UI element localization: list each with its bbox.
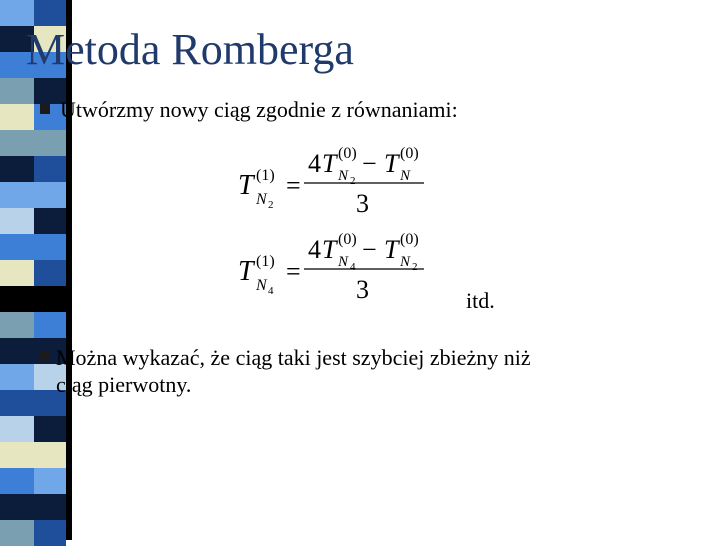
eq2-t1-sup: (0) <box>338 231 357 248</box>
eq2-t1-sub: N <box>338 254 349 270</box>
bullet-text-2-line-2: ciąg pierwotny. <box>56 372 192 397</box>
itd-text: itd. <box>466 288 495 313</box>
slide-title: Metoda Romberga <box>26 25 354 74</box>
bullet-text-1: Utwórzmy nowy ciąg zgodnie z równaniami: <box>60 97 458 122</box>
eq1-coef: 4 <box>308 149 321 178</box>
eq1-lhs-sub: N <box>256 191 267 208</box>
decorative-stripe <box>0 0 72 540</box>
equation-1 <box>234 142 454 222</box>
eq1-t1-subsub: 2 <box>350 175 356 187</box>
eq1-lhs-sup: (1) <box>256 167 275 184</box>
eq1-t1-sup: (0) <box>338 145 357 162</box>
eq1-lhs-subsub: 2 <box>268 199 274 211</box>
eq1-lhs-var: T <box>238 170 254 201</box>
eq1-t2-sub: N <box>400 168 411 184</box>
eq2-lhs-sup: (1) <box>256 253 275 270</box>
eq1-denominator: 3 <box>356 189 369 218</box>
eq1-t1-sub: N <box>338 168 349 184</box>
bullet-marker <box>40 104 50 114</box>
eq2-lhs-sub: N <box>256 277 267 294</box>
eq2-t1-subsub: 4 <box>350 261 356 273</box>
eq2-denominator: 3 <box>356 275 369 304</box>
equation-2 <box>234 228 454 308</box>
eq1-t1: T <box>322 149 337 178</box>
eq1-t2-sup: (0) <box>400 145 419 162</box>
eq2-t2-subsub: 2 <box>412 261 418 273</box>
eq1-equals: = <box>286 171 301 200</box>
eq2-coef: 4 <box>308 235 321 264</box>
eq1-minus: − <box>362 149 377 178</box>
eq2-lhs-subsub: 4 <box>268 285 274 297</box>
bullet-text-2-line-1: Można wykazać, że ciąg taki jest szybciej zbieżny niż <box>56 345 531 370</box>
eq1-t2: T <box>384 149 399 178</box>
eq2-t2-sub: N <box>400 254 411 270</box>
eq2-t2-sup: (0) <box>400 231 419 248</box>
eq2-t2: T <box>384 235 399 264</box>
eq2-equals: = <box>286 257 301 286</box>
bullet-marker <box>40 352 50 362</box>
eq2-minus: − <box>362 235 377 264</box>
eq2-t1: T <box>322 235 337 264</box>
eq2-lhs-var: T <box>238 256 254 287</box>
